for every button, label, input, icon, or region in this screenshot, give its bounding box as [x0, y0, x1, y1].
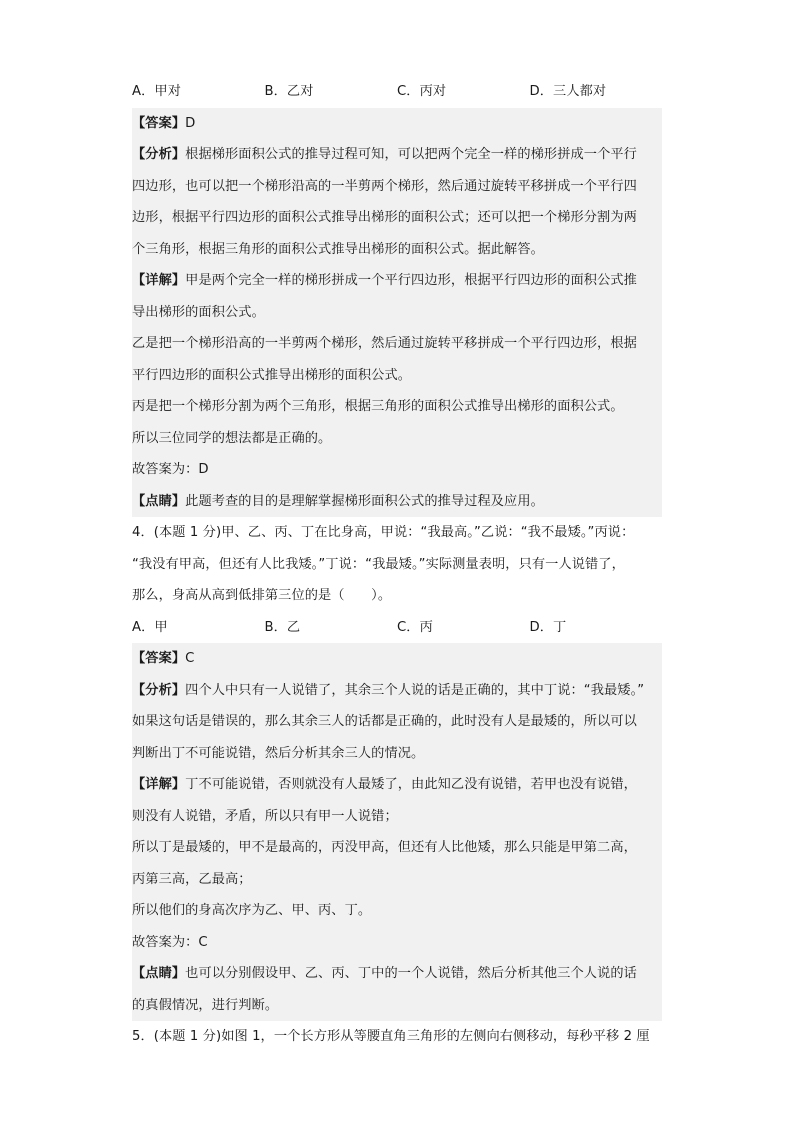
q4-answer [132, 643, 662, 675]
q3-option-c: C．丙对 [397, 84, 447, 99]
analysis-tag: 【分析】 [132, 682, 186, 698]
q4-detail-line [132, 769, 662, 801]
q5-stem-line: 5．(本题 1 分)如图 1，一个长方形从等腰直角三角形的左侧向右侧移动，每秒平移 2 厘 [132, 1029, 650, 1044]
q4-detail-line: 丙第三高，乙最高； [132, 864, 662, 896]
comment-tag: 【点睛】 [132, 966, 186, 981]
q4-analysis-line: 判断出丁不可能说错，然后分析其余三人的情况。 [132, 738, 662, 770]
q4-option-d: D．丁 [529, 619, 567, 635]
q3-option-a: A．甲对 [132, 84, 181, 99]
q3-detail-line: 丙是把一个梯形分割为两个三角形，根据三角形的面积公式推导出梯形的面积公式。 [132, 391, 662, 423]
comment-tag: 【点睛】 [132, 493, 186, 509]
q3-detail-line [132, 265, 662, 297]
q3-detail-line: 故答案为：D [132, 454, 662, 486]
q4-option-a: A．甲 [132, 619, 168, 635]
q4-comment-line [132, 958, 662, 990]
q3-analysis-line [132, 139, 662, 171]
comment-text: 此题考查的目的是理解掌握梯形面积公式的推导过程及应用。 [185, 493, 544, 509]
q3-analysis-line: 四边形，也可以把一个梯形沿高的一半剪两个梯形，然后通过旋转平移拼成一个平行四 [132, 171, 662, 203]
q3-detail-line: 导出梯形的面积公式。 [132, 297, 662, 329]
q4-stem-line: 那么，身高从高到低排第三位的是（ ）。 [132, 588, 392, 603]
q3-answer [132, 108, 662, 140]
detail-text: 丁不可能说错，否则就没有人最矮了，由此知乙没有说错，若甲也没有说错， [185, 777, 637, 792]
q4-detail-line: 则没有人说错，矛盾，所以只有甲一人说错； [132, 801, 662, 833]
q3-comment [132, 486, 662, 518]
document-page [132, 76, 662, 1053]
q3-option-b: B．乙对 [264, 84, 314, 99]
q4-option-c: C．丙 [397, 619, 433, 635]
q3-analysis-line: 边形，根据平行四边形的面积公式推导出梯形的面积公式；还可以把一个梯形分割为两 [132, 202, 662, 234]
detail-tag: 【详解】 [132, 273, 186, 288]
q4-detail-line: 所以丁是最矮的，甲不是最高的，丙没甲高，但还有人比他矮，那么只能是甲第二高， [132, 832, 662, 864]
q4-stem-line: “我没有甲高，但还有人比我矮。”丁说：“我最矮。”实际测量表明，只有一人说错了， [132, 556, 625, 572]
q4-detail-line: 所以他们的身高次序为乙、甲、丙、丁。 [132, 895, 662, 927]
q4-detail-line: 故答案为：C [132, 927, 662, 959]
answer-value: D [185, 115, 196, 131]
analysis-text: 四个人中只有一人说错了，其余三个人说的话是正确的，其中丁说：“我最矮。” [185, 682, 645, 698]
q3-option-d: D．三人都对 [529, 84, 607, 99]
q4-options [132, 612, 662, 644]
q4-stem-line: 4．(本题 1 分)甲、乙、丙、丁在比身高，甲说：“我最高。”乙说：“我不最矮。”丙说： [132, 525, 635, 540]
q4-analysis-line: 如果这句话是错误的，那么其余三人的话都是正确的，此时没有人是最矮的，所以可以 [132, 706, 662, 738]
q4-analysis-line [132, 675, 662, 707]
q3-analysis-line: 个三角形，根据三角形的面积公式推导出梯形的面积公式。据此解答。 [132, 234, 662, 266]
detail-tag: 【详解】 [132, 777, 186, 792]
answer-tag: 【答案】 [132, 115, 186, 131]
q3-options [132, 76, 662, 108]
analysis-text: 根据梯形面积公式的推导过程可知，可以把两个完全一样的梯形拼成一个平行 [185, 147, 637, 162]
detail-text: 甲是两个完全一样的梯形拼成一个平行四边形，根据平行四边形的面积公式推 [185, 273, 637, 288]
answer-value: C [185, 651, 195, 666]
q3-detail-line: 乙是把一个梯形沿高的一半剪两个梯形，然后通过旋转平移拼成一个平行四边形，根据 [132, 328, 662, 360]
q4-option-b: B．乙 [264, 619, 301, 635]
q4-comment-line: 的真假情况，进行判断。 [132, 990, 662, 1022]
q3-detail-line: 平行四边形的面积公式推导出梯形的面积公式。 [132, 360, 662, 392]
q3-detail-line: 所以三位同学的想法都是正确的。 [132, 423, 662, 455]
answer-tag: 【答案】 [132, 651, 186, 666]
analysis-tag: 【分析】 [132, 147, 186, 162]
comment-text: 也可以分别假设甲、乙、丙、丁中的一个人说错，然后分析其他三个人说的话 [185, 966, 637, 981]
